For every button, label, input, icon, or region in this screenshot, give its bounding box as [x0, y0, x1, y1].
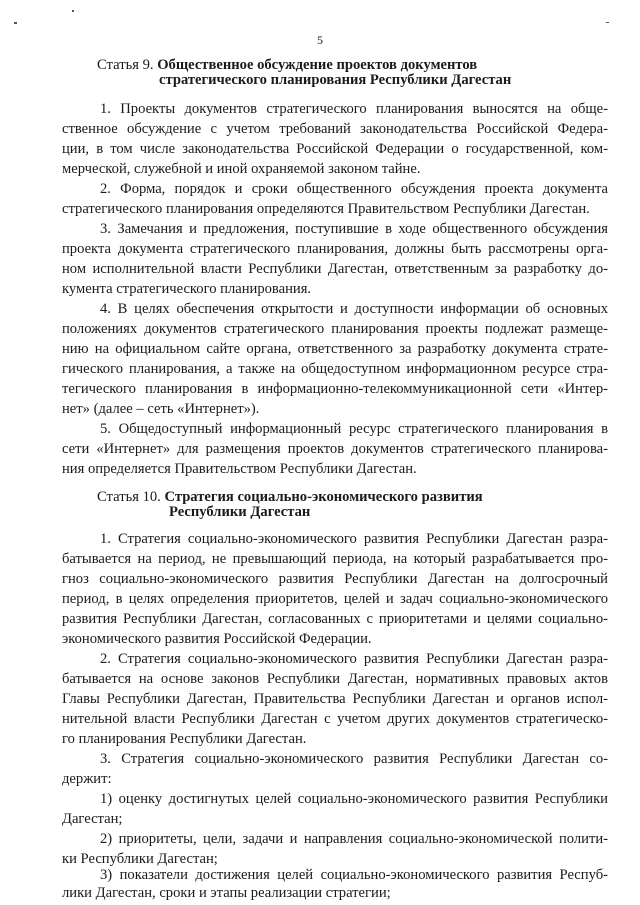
text-line: 1) оценку достигнутых целей социально-экономического развития Республики — [100, 791, 608, 807]
text-line: период, в целях определения приоритетов, целей и задач социально-экономического — [62, 591, 608, 607]
text-line: тегического планирования в информационно-телекоммуникационной сети «Интер- — [62, 381, 608, 397]
text-line: ки Республики Дагестан; — [62, 851, 218, 867]
text-line: 3. Стратегия социально-экономического развития Республики Дагестан со- — [100, 751, 608, 767]
text-line: 4. В целях обеспечения открытости и доступности информации об основных — [100, 301, 608, 317]
text-line: 3. Замечания и предложения, поступившие в ходе общественного обсуждения — [100, 221, 608, 237]
scan-speck — [72, 10, 74, 12]
article-9-heading — [97, 58, 577, 88]
text-line: батывается на период, не превышающий периода, на который разрабатывается про- — [62, 551, 608, 567]
text-line: ственное обсуждение с учетом требований законодательства Российской Федера- — [62, 121, 608, 137]
text-line: гноз социально-экономического развития Республики Дагестан на долгосрочный — [62, 571, 608, 587]
text-line: гического планирования, а также на общедоступном информационном ресурсе стра- — [62, 361, 608, 377]
text-line: 3) показатели достижения целей социально-экономического развития Респуб- — [100, 867, 608, 883]
text-line: 2. Форма, порядок и сроки общественного обсуждения проекта документа — [100, 181, 608, 197]
text-line: го планирования Республики Дагестан. — [62, 731, 307, 747]
page-number: 5 — [317, 33, 323, 47]
scan-speck — [14, 22, 17, 24]
article-10-title-line2: Республики Дагестан — [169, 504, 311, 520]
text-line: сети «Интернет» для размещения проектов документов стратегического планирова- — [62, 441, 608, 457]
text-line: 2. Стратегия социально-экономического развития Республики Дагестан разра- — [100, 651, 608, 667]
article-10-prefix: Статья 10. — [97, 489, 161, 505]
text-line: кумента стратегического планирования. — [62, 281, 312, 297]
text-line: Дагестан; — [62, 811, 123, 827]
article-10-heading — [97, 490, 577, 520]
text-line: нию на официальном сайте органа, ответственного за разработку документа страте- — [62, 341, 608, 357]
text-line: проекта документа стратегического планирования, должны быть рассмотрены орга- — [62, 241, 608, 257]
text-line: Главы Республики Дагестан, Правительства Республики Дагестан и органов испол- — [62, 691, 608, 707]
scan-speck — [606, 22, 609, 23]
article-9-title-line2: стратегического планирования Республики Дагестан — [159, 72, 512, 88]
text-line: ном исполнительной власти Республики Дагестан, ответственным за разработку до- — [62, 261, 608, 277]
text-line: лики Дагестан, сроки и этапы реализации стратегии; — [62, 885, 391, 901]
text-line: ния определяется Правительством Республики Дагестан. — [62, 461, 417, 477]
text-line: мерческой, служебной и иной охраняемой законом тайне. — [62, 161, 421, 177]
text-line: держит: — [62, 771, 112, 787]
text-line: 5. Общедоступный информационный ресурс стратегического планирования в — [100, 421, 608, 437]
text-line: батывается на основе законов Республики Дагестан, нормативных правовых актов — [62, 671, 608, 687]
text-line: ции, в том числе законодательства Российской Федерации о государственной, ком- — [62, 141, 608, 157]
text-line: 1. Проекты документов стратегического планирования выносятся на обще- — [100, 101, 608, 117]
text-line: положениях документов стратегического планирования проекты подлежат размеще- — [62, 321, 608, 337]
article-10-title-line1: Стратегия социально-экономического развития — [164, 489, 483, 505]
text-line: стратегического планирования определяются Правительством Республики Дагестан. — [62, 201, 590, 217]
text-line: нет» (далее – сеть «Интернет»). — [62, 401, 260, 417]
text-line: 1. Стратегия социально-экономического развития Республики Дагестан разра- — [100, 531, 608, 547]
text-line: 2) приоритеты, цели, задачи и направления социально-экономической полити- — [100, 831, 608, 847]
text-line: экономического развития Российской Федерации. — [62, 631, 372, 647]
text-line: развития Республики Дагестан, согласованных с приоритетами и целями социально- — [62, 611, 608, 627]
text-line: нительной власти Республики Дагестан с учетом других документов стратегическо- — [62, 711, 608, 727]
article-9-prefix: Статья 9. — [97, 57, 154, 73]
article-9-title-line1: Общественное обсуждение проектов документов — [157, 57, 478, 73]
